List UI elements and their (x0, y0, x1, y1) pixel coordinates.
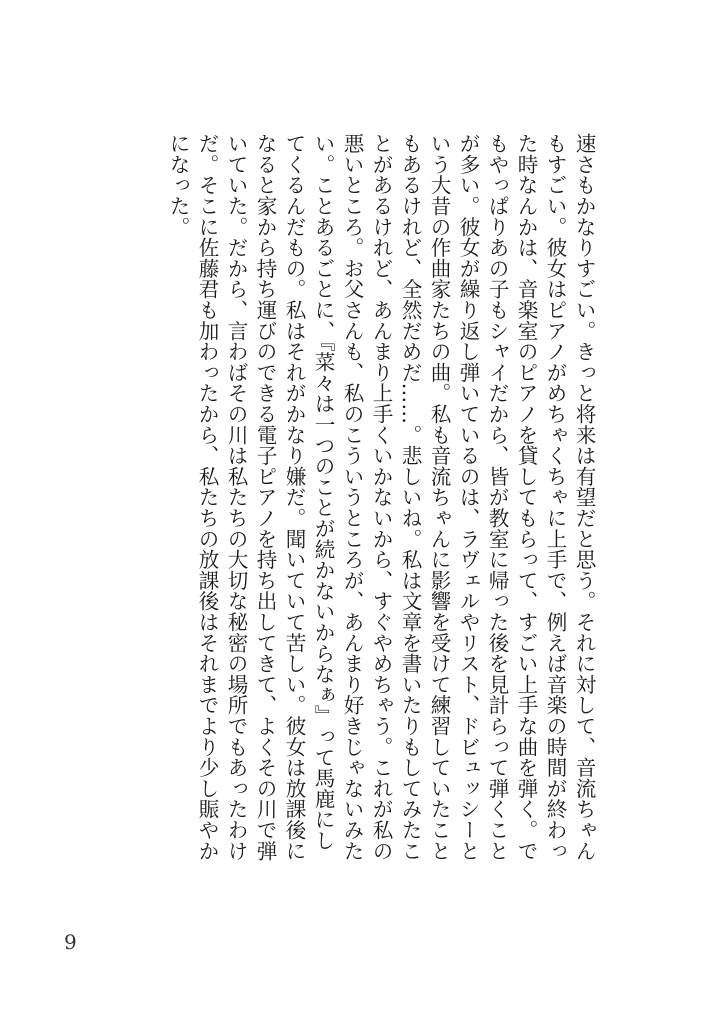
vertical-body-text (128, 133, 598, 893)
text-line-14: だ。そこに佐藤君も加わったから、私たちの放課後はそれまでより少し賑やか (195, 133, 219, 861)
text-line-11: てくるんだもの。私はそれがかなり嫌だ。聞いていて苦しい。彼女は放課後に (282, 133, 306, 861)
text-line-9: 悪いところ。お父さんも、私のこういうところが、あんまり好きじゃないみた (340, 133, 364, 861)
text-line-8: とがあるけれど、あんまり上手くいかないから、すぐやめちゃう。これが私の (369, 133, 393, 861)
text-line-13: いていた。だから、言わばその川は私たちの大切な秘密の場所でもあったわけ (224, 133, 248, 861)
text-line-12: なると家から持ち運びのできる電子ピアノを持ち出してきて、よくその川で弾 (253, 133, 277, 861)
text-line-10: い。ことあるごとに、『菜々は一つのことが続かないからなぁ』って馬鹿にし (311, 133, 335, 851)
text-line-6: いう大昔の作曲家たちの曲。私も音流ちゃんに影響を受けて練習していたこと (427, 133, 451, 861)
page-number: 9 (64, 930, 77, 954)
text-line-2: もすごい。彼女はピアノがめちゃくちゃに上手で、例えば音楽の時間が終わっ (543, 133, 567, 861)
text-line-15: になった。 (166, 133, 190, 237)
text-line-4: もやっぱりあの子もシャイだから、皆が教室に帰った後を見計らって弾くこと (485, 133, 509, 861)
text-line-3: た時なんかは、音楽室のピアノを貸してもらって、すごい上手な曲を弾く。で (514, 133, 538, 861)
text-line-7: もあるけれど、全然だめだ……。悲しいね。私は文章を書いたりもしてみたこ (398, 133, 422, 861)
text-line-5: が多い。彼女が繰り返し弾いているのは、ラヴェルやリスト、ドビュッシーと (456, 133, 480, 861)
text-line-1: 速さもかなりすごい。きっと将来は有望だと思う。それに対して、音流ちゃん (572, 133, 596, 861)
